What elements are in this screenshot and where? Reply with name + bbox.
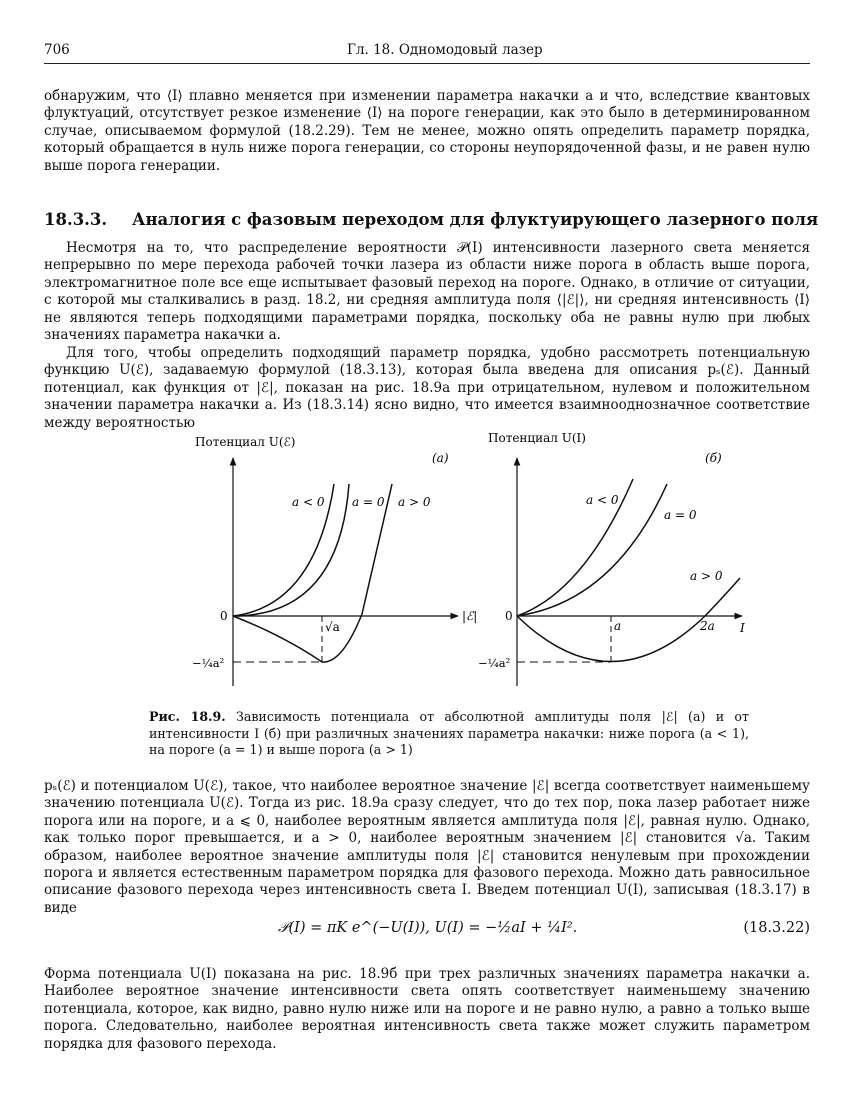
panel-b-xmark-2a: 2a bbox=[700, 619, 715, 633]
panel-a-origin: 0 bbox=[220, 609, 228, 623]
section-number: 18.3.3. bbox=[44, 210, 108, 229]
panel-b-curve-label-1: a < 0 bbox=[586, 493, 619, 507]
curve-a-zero bbox=[233, 484, 349, 616]
running-head bbox=[44, 42, 810, 62]
panel-a bbox=[192, 435, 477, 686]
panel-b-curve-label-2: a = 0 bbox=[664, 508, 697, 522]
paragraph-1: обнаружим, что ⟨I⟩ плавно меняется при изменении параметра накачки a и что, вследствие квантовых флуктуаций, отсутствует резкое изменение ⟨I⟩ на пороге генерации, как это было в детерминированном случае, описываемом формулой (18.2.29). Тем не менее, можно опять определить параметр порядка, который обращается в нуль ниже порога генерации, со стороны неупорядоченной фазы, и не равен нулю выше порога генерации. bbox=[44, 88, 810, 174]
section-heading bbox=[44, 210, 819, 229]
section-title: Аналогия с фазовым переходом для флуктуирующего лазерного поля bbox=[132, 210, 819, 229]
panel-b-origin: 0 bbox=[505, 609, 513, 623]
panel-a-xmark: √a bbox=[325, 620, 340, 634]
paragraph-5: Форма потенциала U(I) показана на рис. 18.9б при трех различных значениях параметра накачки a. Наиболее вероятное значение интенсивности света опять соответствует наименьшему значению потенциала, которое, как видно, равно нулю ниже или на пороге и не равно нулю, а равно a только выше порога. Следовательно, наиболее вероятная интенсивность света также может служить параметром порядка для фазового перехода. bbox=[44, 966, 810, 1052]
paragraph-4: pₛ(ℰ) и потенциалом U(ℰ), такое, что наиболее вероятное значение |ℰ| всегда соответствует наименьшему значению потенциала U(ℰ). Тогда из рис. 18.9а сразу следует, что до тех пор, пока лазер работает ниже порога или на пороге, и a ⩽ 0, наиболее вероятным является амплитуда поля |ℰ|, равная нулю. Однако, как только порог превышается, и a > 0, наиболее вероятным значением |ℰ| становится √a. Таким образом, наиболее вероятное значение амплитуды поля |ℰ| становится ненулевым при прохождении порога и является естественным параметром порядка для фазового перехода. Можно дать равносильное описание фазового перехода через интенсивность света I. Введем потенциал U(I), записывая (18.3.17) в виде bbox=[44, 778, 810, 916]
paragraph-3: Для того, чтобы определить подходящий параметр порядка, удобно рассмотреть потенциальную функцию U(ℰ), задаваемую формулой (18.3.13), которая была введена для описания pₛ(ℰ). Данный потенциал, как функция от |ℰ|, показан на рис. 18.9а при отрицательном, нулевом и положительном значении параметра накачки a. Из (18.3.14) ясно видно, что имеется взаимнооднозначное соответствие между вероятностью bbox=[44, 345, 810, 431]
panel-b-min-label: −¼a² bbox=[478, 656, 511, 670]
panel-a-ylabel: Потенциал U(ℰ) bbox=[195, 435, 296, 449]
header-rule bbox=[44, 63, 810, 64]
panel-b-tag: (б) bbox=[705, 451, 722, 465]
panel-b-xlabel: I bbox=[740, 621, 745, 635]
figure-caption bbox=[149, 709, 749, 759]
figure-18-9 bbox=[144, 424, 764, 694]
panel-b-ylabel: Потенциал U(I) bbox=[488, 431, 586, 445]
caption-label: Рис. 18.9. bbox=[149, 709, 226, 724]
curve-a-positive bbox=[233, 484, 392, 662]
paragraph-2: Несмотря на то, что распределение вероятности 𝒫(I) интенсивности лазерного света меняется непрерывно по мере перехода рабочей точки лазера из области ниже порога в область выше порога, электромагнитное поле все еще испытывает фазовый переход на пороге. Однако, в отличие от ситуации, с которой мы сталкивались в разд. 18.2, ни средняя амплитуда поля ⟨|ℰ|⟩, ни средняя интенсивность ⟨I⟩ не являются теперь подходящими параметрами порядка, поскольку оба не равны нулю при любых значениях параметра накачки a. bbox=[44, 240, 810, 344]
equation-formula: 𝒫(I) = πK e^(−U(I)), U(I) = −½aI + ¼I². bbox=[278, 920, 578, 936]
equation-number: (18.3.22) bbox=[743, 920, 810, 936]
panel-a-tag: (a) bbox=[432, 451, 449, 465]
caption-text: Зависимость потенциала от абсолютной амплитуды поля |ℰ| (a) и от интенсивности I (б) при различных значениях параметра накачки: ниже порога (a < 1), на пороге (a = 1) и выше порога (a > 1) bbox=[149, 709, 749, 758]
page-number: 706 bbox=[44, 42, 70, 58]
panel-b bbox=[478, 431, 745, 686]
chapter-title: Гл. 18. Одномодовый лазер bbox=[347, 42, 543, 58]
panel-a-min-label: −¼a² bbox=[192, 656, 225, 670]
panel-a-curve-label-2: a = 0 bbox=[352, 495, 385, 509]
panel-a-curve-label-3: a > 0 bbox=[398, 495, 431, 509]
panel-a-xlabel: |ℰ| bbox=[462, 609, 478, 623]
panel-b-xmark: a bbox=[614, 619, 622, 633]
panel-a-curve-label-1: a < 0 bbox=[292, 495, 325, 509]
panel-b-curve-label-3: a > 0 bbox=[690, 569, 723, 583]
equation-18-3-22 bbox=[44, 920, 810, 944]
